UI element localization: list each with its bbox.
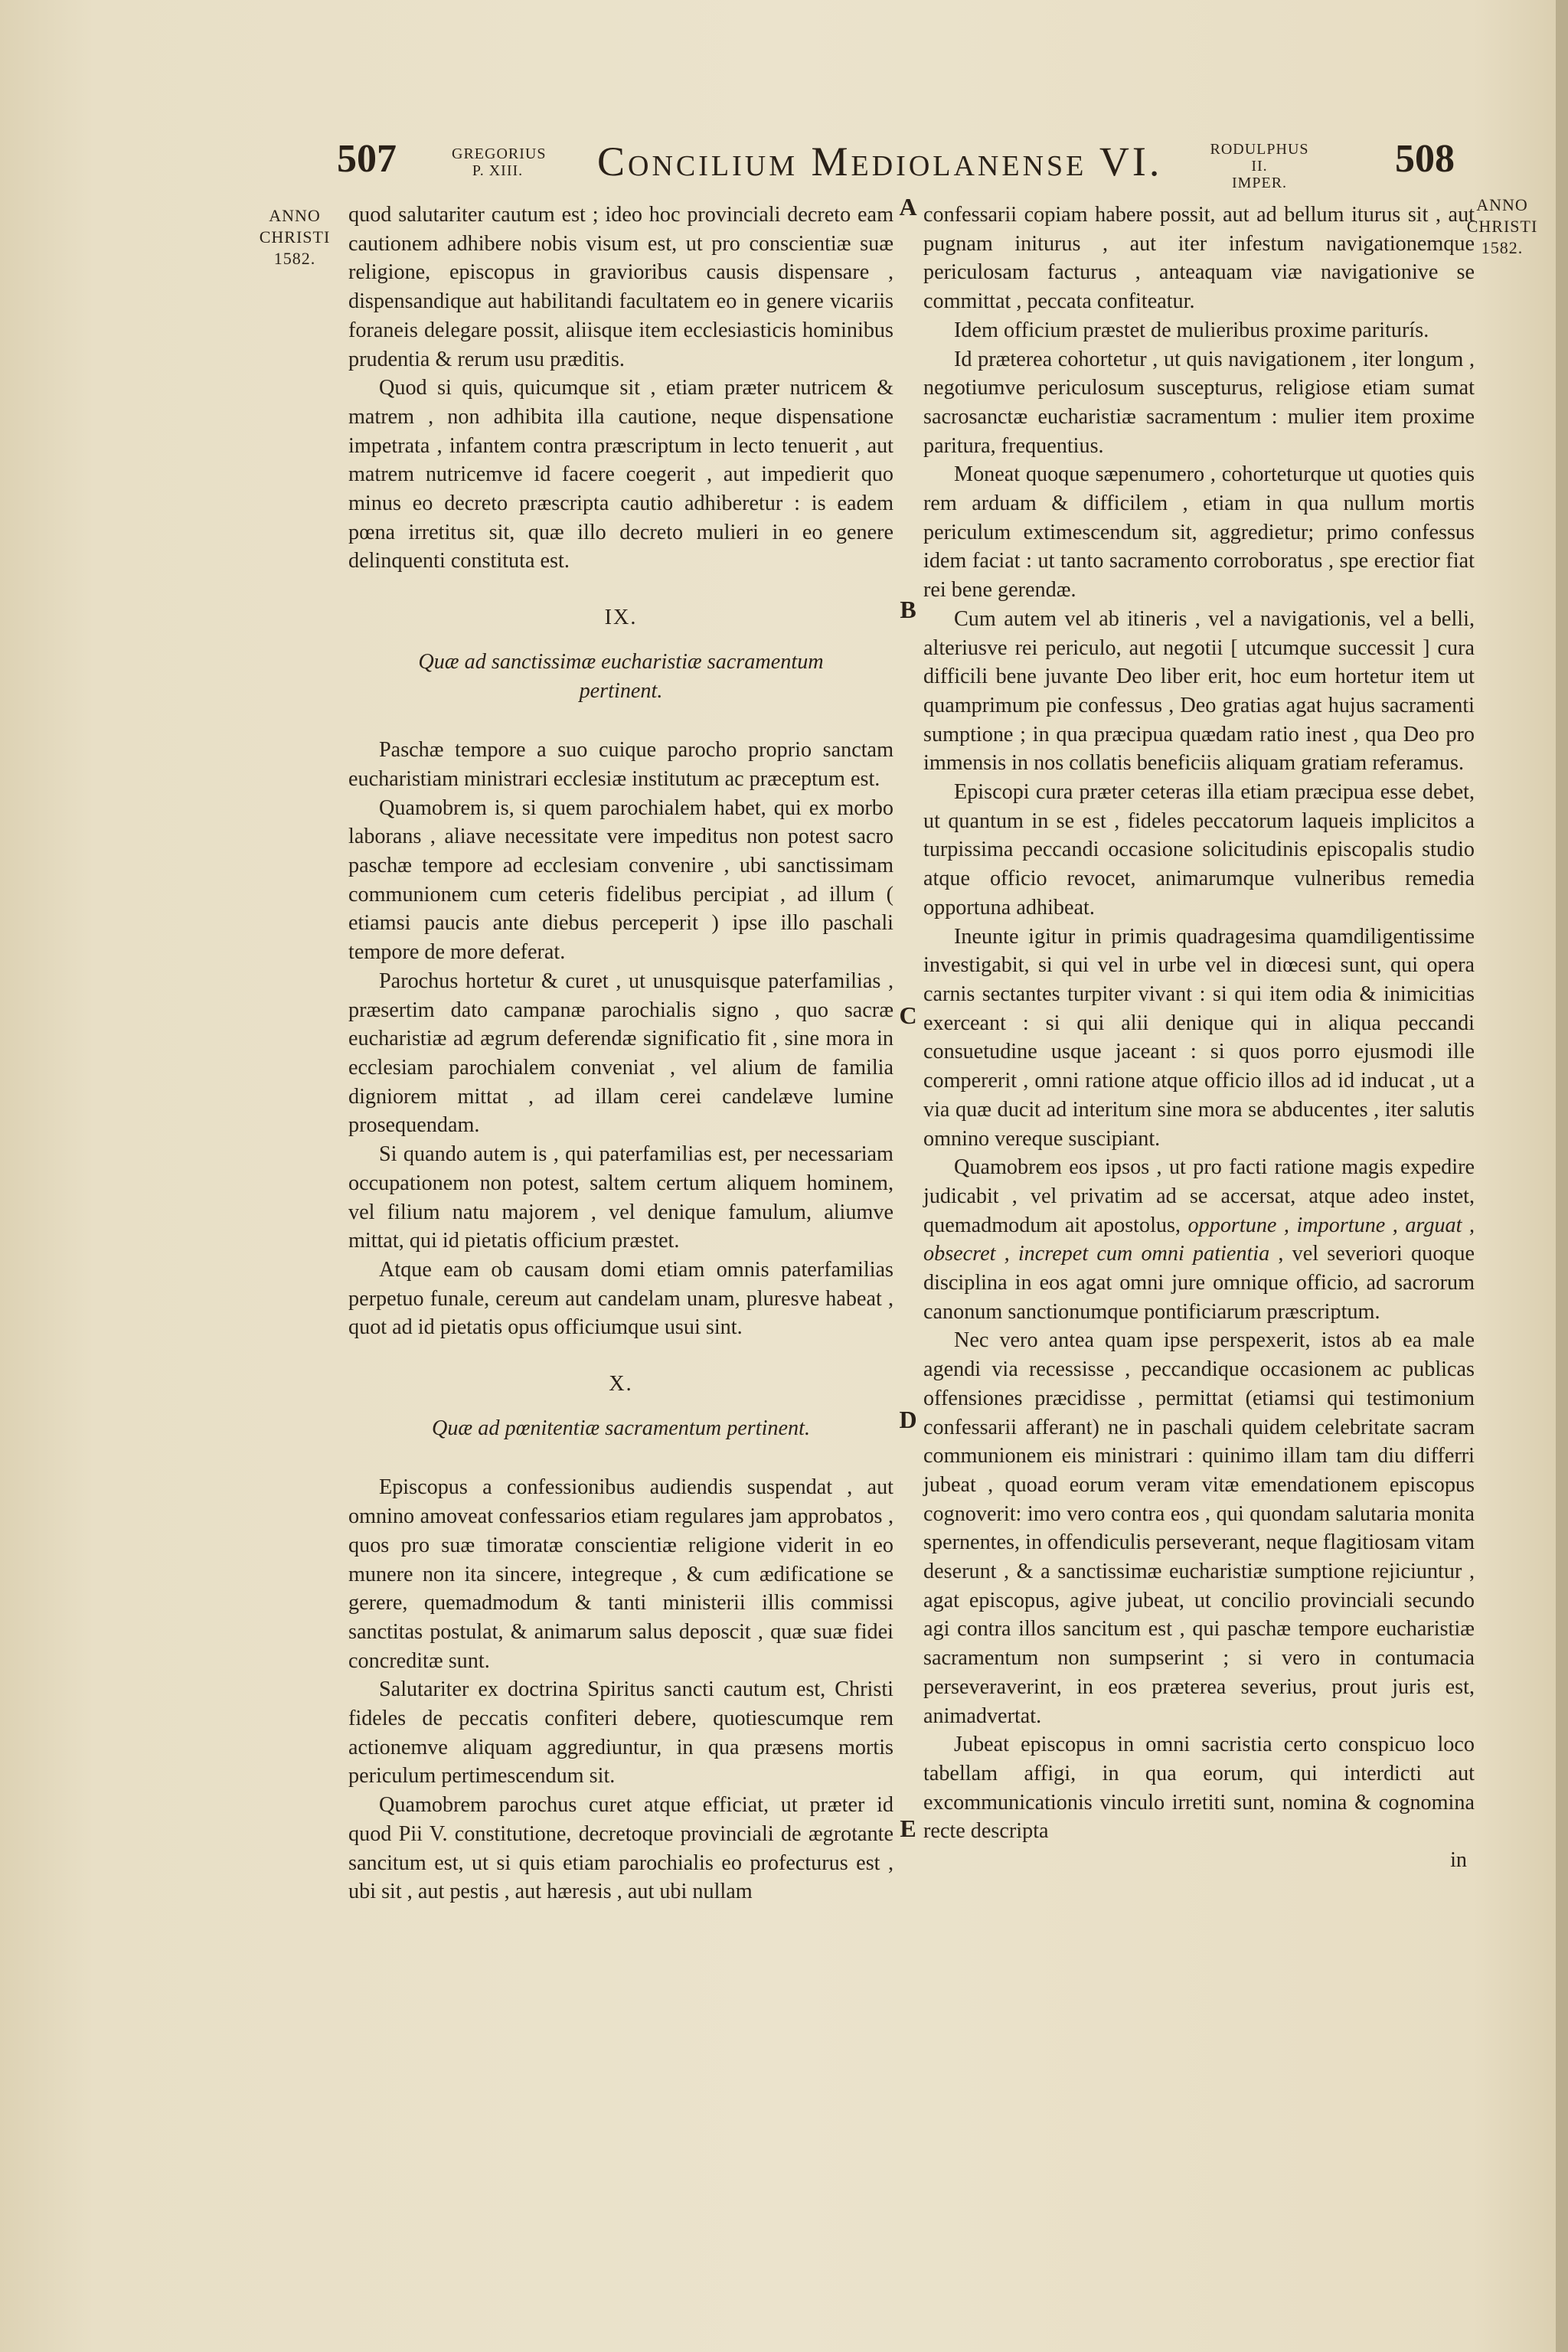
paragraph: Moneat quoque sæpenumero , cohorteturque ut quoties quis rem arduam & difficilem , etiam in qua nullum mortis periculum extimescendum sit, aggredietur; primo confessus idem faciat : ut tanto sacramento corroboratus , spe erectior fiat rei bene gerendæ. bbox=[923, 462, 1475, 603]
paragraph: Cum autem vel ab itineris , vel a navigationis, vel a belli, alteriusve rei periculo, aut negotii [ utcumque successit ] cura difficili bene juvante Deo liber erit, hoc eum hortetur item ut quamprimum pie confessus , Deo gratias agat hujus sacramenti sumptione ; in qua præcipua quædam ratio inest , qua Deo pro immensis in nos collatis beneficiis aliquam gratiam referamus. bbox=[923, 606, 1475, 776]
paragraph: Episcopi cura præter ceteras illa etiam præcipua esse debet, ut quantum in se est , fideles peccatorum laqueis implicitos a turpissima peccandi occasione solicitudinis episcopalis studio atque officio revocet, animarumque vulneribus remedia opportuna adhibeat. bbox=[923, 780, 1475, 920]
paragraph bbox=[923, 1153, 1475, 1326]
paragraph-text: Quamobrem eos ipsos , ut pro facti ratione magis expedire judicabit , vel privatim ad se accersat, atque adeo instet, quemadmodum ait apostolus, bbox=[923, 1155, 1475, 1237]
section-number: X. bbox=[609, 1372, 633, 1396]
catchword: in bbox=[1450, 1848, 1467, 1873]
left-running-head: GREGORIUS P. XIII. bbox=[452, 145, 547, 179]
paragraph: Parochus hortetur & curet , ut unusquisque paterfamilias , præsertim dato campanæ parochialis signo , quo sacræ eucharistiæ ad ægrum deferendæ significatio fit , sine mora in ecclesiam parochialem conveniat , vel alium de familia digniorem mittat , ad illam cerei candelæve lumine prosequendam. bbox=[348, 969, 893, 1138]
margin-letter-d: D bbox=[899, 1406, 917, 1433]
paragraph: Ineunte igitur in primis quadragesima quamdiligentissime investigabit, si qui vel in urbe vel in diœcesi sunt, qui opera carnis sectantes turpiter vivant : si qui item odia & inimicitias exerceant : si qui alii denique qui in aliqua peccandi consuetudine usque jaceant : si quos porro ejusmodi ille compererit , omni ratione atque officio illos ad id inducat , ut a via quæ ducit ad interitum sine mora se abducentes , iter salutis omnino vereque suscipiant. bbox=[923, 924, 1475, 1151]
right-running-head: RODULPHUS II. IMPER. bbox=[1210, 141, 1309, 191]
section-title: Quæ ad sanctissimæ eucharistiæ sacramentum pertinent. bbox=[418, 649, 824, 703]
paragraph: Paschæ tempore a suo cuique parocho proprio sanctam eucharistiam ministrari ecclesiæ institutum ac præceptum est. bbox=[348, 738, 893, 791]
right-text-column bbox=[923, 201, 1475, 1875]
margin-letter-c: C bbox=[899, 1001, 917, 1029]
paragraph: Quamobrem parochus curet atque efficiat, ut præter id quod Pii V. constitutione, decretoque provinciali de ægrotante sancitum est, ut si quis etiam parochialis eo profecturus est , ubi sit , aut pestis , aut hæresis , aut ubi nullam bbox=[348, 1793, 893, 1904]
next-page-edge bbox=[1556, 0, 1568, 2352]
page-title: Concilium Mediolanense VI. bbox=[597, 139, 1163, 185]
paragraph: Episcopus a confessionibus audiendis suspendat , aut omnino amoveat confessarios etiam regulares jam approbatos , quos pro suæ timoratæ conscientiæ religione viderit in eo munere non ita sincere, integreque , & cum ædificatione se gerere, quemadmodum & tanti ministerii illis commissi sanctitas postulat, & animarum salus deposcit , quæ suæ fidei concreditæ sunt. bbox=[348, 1475, 893, 1673]
paragraph: Atque eam ob causam domi etiam omnis paterfamilias perpetuo funale, cereum aut candelam unam, pluresve habeat , quot ad id pietatis opus officiumque usui sint. bbox=[348, 1257, 893, 1340]
running-header bbox=[337, 130, 1455, 199]
paragraph: Idem officium præstet de mulieribus proxime pariturís. bbox=[954, 318, 1429, 342]
paragraph: confessarii copiam habere possit, aut ad bellum iturus sit , aut pugnam initurus , aut iter infestum navigationemque periculosam facturus , anteaquam viæ navigationive se committat , peccata confiteatur. bbox=[923, 203, 1475, 314]
margin-note-year-right: ANNO CHRISTI 1582. bbox=[1466, 195, 1538, 257]
margin-letter-a: A bbox=[899, 193, 917, 220]
paragraph: Quamobrem is, si quem parochialem habet, qui ex morbo laborans , aliave necessitate vere impeditus non potest sacro paschæ tempore ad ecclesiam convenire , ubi sanctissimam communionem cum ceteris fidelibus percipiat , ad illum ( etiamsi paucis ante diebus perceperit ) ipse illo paschali tempore de more deferat. bbox=[348, 795, 893, 965]
paragraph: Si quando autem is , qui paterfamilias est, per necessariam occupationem non potest, saltem certum aliquem hominem, vel filium natu majorem , vel denique famulum, aliumve mittat, qui id pietatis officium præstet. bbox=[348, 1142, 893, 1253]
section-title: Quæ ad pœnitentiæ sacramentum pertinent. bbox=[431, 1416, 811, 1440]
paragraph: Id præterea cohortetur , ut quis navigationem , iter longum , negotiumve periculosum suscepturus, religiose etiam sumat sacrosanctæ eucharistiæ sacramentum : mulier item proxime paritura, frequentius. bbox=[923, 347, 1475, 458]
left-page-number: 507 bbox=[337, 137, 397, 181]
paragraph: Salutariter ex doctrina Spiritus sancti cautum est, Christi fideles de peccatis confiteri debere, quotiescumque rem actionemve aliquam aggrediuntur, in qua præsens mortis periculum pertimescendum sit. bbox=[348, 1677, 893, 1788]
paragraph-text: , vel severiori quoque disciplina in eos agat omni jure omnique officio, ad sacrorum canonum sanctionumque pontificiarum præscriptum. bbox=[923, 1242, 1475, 1324]
margin-letter-e: E bbox=[900, 1815, 916, 1842]
paragraph: quod salutariter cautum est ; ideo hoc provinciali decreto eam cautionem adhibere nobis visum est, ut pro conscientiæ suæ religione, episcopus in gravioribus causis dispensare , dispensandique aut habilitandi facultatem eo in genere vicariis foraneis delegare possit, aliisque item ecclesiasticis hominibus prudentia & rerum usu præditis. bbox=[348, 203, 893, 371]
left-text-column bbox=[348, 201, 893, 1906]
paragraph: Nec vero antea quam ipse perspexerit, istos ab ea male agendi via recessisse , peccandique occasionem ac publicas offensiones præcidisse , permittat (etiamsi qui testimonium confessarii afferant) ne in paschali quidem celebritate sacram communionem eis ministrari : quinimo illam tam diu differri jubeat , quoad eorum veram vitæ emendationem episcopus cognoverit: imo vero contra eos , qui quondam salutaria monita spernentes, in offendiculis perseverant, neque flagitiosam vitam deserunt , & a sanctissimæ eucharistiæ sumptione rejiciuntur , agat episcopus, agive jubeat, ut concilio provinciali secundo agi contra illos sancitum est , qui paschæ tempore eucharistiæ sacramentum non sumpserint ; si vero in contumacia perseveraverint, in eos præterea severius, prout juris est, animadvertat. bbox=[923, 1328, 1475, 1728]
scripture-quote: opportune , importune , arguat , obsecret , increpet cum omni patientia bbox=[923, 1213, 1475, 1266]
paragraph: Quod si quis, quicumque sit , etiam præter nutricem & matrem , non adhibita illa cautione, neque dispensatione impetrata , infantem contra præscriptum in lecto tenuerit , aut matrem nutricemve id facere coegerit , aut impedierit quo minus eo decreto præscripta cautio adhiberetur : is eadem pœna irretitus sit, quæ illo decreto mulieri in eo genere delinquenti constituta est. bbox=[348, 376, 893, 573]
section-number: IX. bbox=[604, 606, 638, 630]
margin-note-year-left: ANNO CHRISTI 1582. bbox=[259, 206, 331, 268]
paragraph: Jubeat episcopus in omni sacristia certo conspicuo loco tabellam affigi, in qua eorum, qui interdicti aut excommunicationis vinculo irretiti sunt, nomina & cognomina recte descripta bbox=[923, 1733, 1475, 1844]
right-page-number: 508 bbox=[1395, 137, 1455, 181]
margin-letter-b: B bbox=[900, 596, 916, 623]
